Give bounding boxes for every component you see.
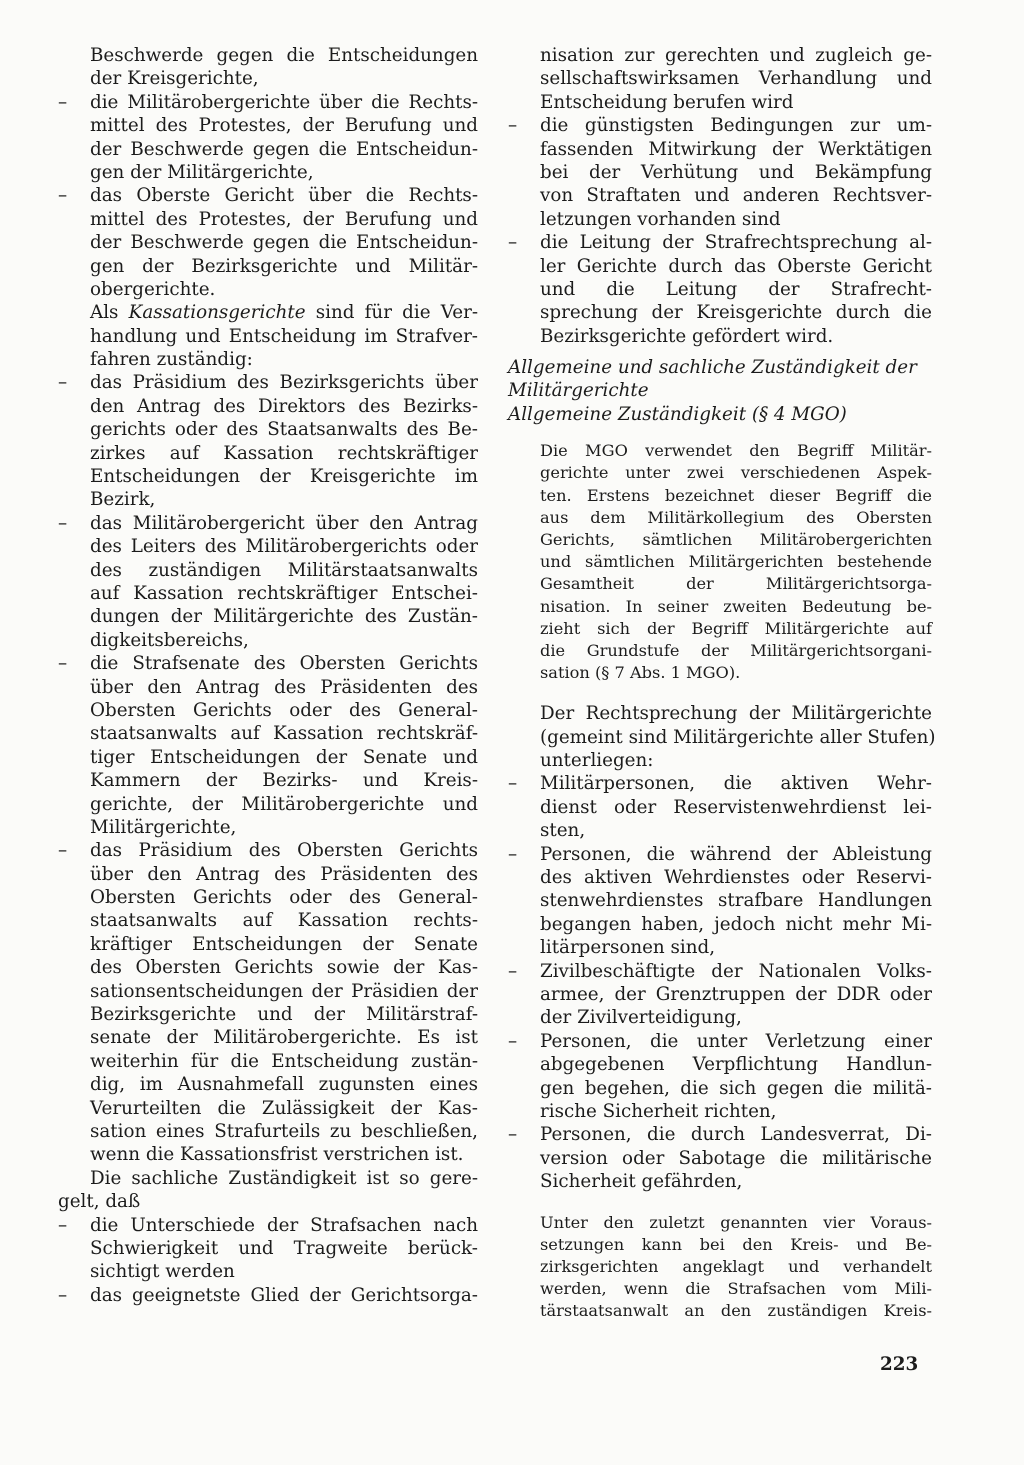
text-line: auf Kassation rechtskräftiger Entschei-: [90, 582, 478, 604]
dash-marker: –: [58, 185, 68, 207]
section-heading: Militärgerichte: [508, 380, 649, 402]
right-column: [508, 44, 936, 1322]
commentary-block: [508, 440, 932, 684]
text-line: ler Gerichte durch das Oberste Gericht: [540, 255, 932, 277]
dash-marker: –: [508, 1030, 518, 1052]
text-line: Bezirksgerichte gefördert wird.: [540, 325, 834, 347]
text-line: abgegebenen Verpflichtung Handlun-: [540, 1054, 932, 1076]
paragraph-first-line: Als Kassationsgerichte sind für die Ver-: [90, 302, 478, 324]
text-line: kräftiger Entscheidungen der Senate: [90, 933, 478, 955]
text-line: sichtigt werden: [90, 1261, 235, 1283]
text-line: der Kreisgerichte,: [90, 68, 259, 90]
dash-marker: –: [58, 1284, 68, 1306]
text-line: Obersten Gerichts oder des General-: [90, 887, 478, 909]
text-line: weiterhin für die Entscheidung zustän-: [90, 1050, 478, 1072]
commentary-block: [508, 1212, 932, 1323]
text-line: sprechung der Kreisgerichte durch die: [540, 302, 932, 324]
text-line: Bezirk,: [90, 489, 156, 511]
text-line: dienst oder Reservistenwehrdienst lei-: [540, 796, 932, 818]
list-item-line: – die günstigsten Bedingungen zur um-: [508, 115, 932, 137]
list-item-line: – das Präsidium des Obersten Gerichts: [58, 840, 478, 862]
text-line: über den Antrag des Präsidenten des: [90, 676, 478, 698]
list-item-line: – Personen, die während der Ableistung: [508, 843, 932, 865]
text-line: über den Antrag des Präsidenten des: [90, 863, 478, 885]
text-line: begangen haben, jedoch nicht mehr Mi-: [540, 913, 932, 935]
text-line: der Beschwerde gegen die Entscheidun-: [90, 138, 478, 160]
text-line: Unter den zuletzt genannten vier Voraus-: [540, 1212, 932, 1232]
text-line: litärpersonen sind,: [540, 937, 716, 959]
text-line: gen der Militärgerichte,: [90, 161, 314, 183]
list-item-line: – das geeignetste Glied der Gerichtsorga-: [58, 1284, 478, 1306]
text-line: staatsanwalts auf Kassation rechts-: [90, 910, 478, 932]
dash-marker: –: [58, 512, 68, 534]
list-item-line: – Militärpersonen, die aktiven Wehr-: [508, 773, 932, 795]
text-line: aus dem Militärkollegium des Obersten: [540, 507, 932, 527]
text-line: von Straftaten und anderen Rechtsver-: [540, 185, 932, 207]
text-line: stenwehrdienstes strafbare Handlungen: [540, 890, 932, 912]
text-line: setzungen kann bei den Kreis- und Be-: [540, 1234, 932, 1254]
list-item-line: – das Oberste Gericht über die Rechts-: [58, 185, 478, 207]
text-line: gen der Bezirksgerichte und Militär-: [90, 255, 478, 277]
text-line: version oder Sabotage die militärische: [540, 1147, 932, 1169]
text-line: Gerichts, sämtlichen Militärobergerichten: [540, 530, 932, 549]
text-line: rische Sicherheit richten,: [540, 1100, 777, 1122]
text-line: armee, der Grenztruppen der DDR oder: [540, 984, 932, 1005]
text-line: fahren zuständig:: [90, 349, 253, 371]
text-line: Sicherheit gefährden,: [540, 1171, 743, 1193]
text-line: des Leiters des Militärobergerichts oder: [90, 536, 478, 558]
text-line: Schwierigkeit und Tragweite berück-: [90, 1237, 478, 1259]
paragraph-first-line: Der Rechtsprechung der Militärgerichte: [540, 703, 932, 725]
text-line: des zuständigen Militärstaatsanwalts: [90, 559, 478, 581]
text-line: Die MGO verwendet den Begriff Militär-: [540, 441, 932, 461]
dash-marker: –: [508, 843, 518, 865]
text-line: staatsanwalts auf Kassation rechtskräf-: [90, 723, 478, 745]
dash-marker: –: [58, 653, 68, 675]
text-line: zirkes auf Kassation rechtskräftiger: [90, 442, 478, 464]
dash-marker: –: [508, 773, 518, 795]
text-line: Entscheidungen der Kreisgerichte im: [90, 466, 478, 488]
text-line: gerichte, der Militärobergerichte und: [90, 793, 478, 815]
term-kassationsgerichte: Kassationsgerichte: [128, 302, 306, 324]
dash-marker: –: [58, 840, 68, 862]
list-item-line: – Personen, die unter Verletzung einer: [508, 1030, 932, 1052]
list-item-line: – Zivilbeschäftigte der Nationalen Volks-: [508, 960, 932, 982]
text-line: Bezirksgerichte und der Militärstraf-: [90, 1004, 478, 1026]
text-line: sten,: [540, 820, 586, 842]
text-line: der Beschwerde gegen die Entscheidun-: [90, 232, 478, 254]
text-line: Obersten Gerichts oder des General-: [90, 699, 478, 721]
text-line: gerichts oder des Staatsanwalts des Be-: [90, 419, 478, 441]
text-line: nisation zur gerechten und zugleich ge-: [540, 45, 932, 66]
text-line: Beschwerde gegen die Entscheidungen: [90, 45, 478, 66]
text-line: senate der Militärobergerichte. Es ist: [90, 1027, 478, 1049]
text-line: gelt, daß: [58, 1191, 141, 1213]
subsection-heading: Allgemeine Zuständigkeit (§ 4 MGO): [508, 403, 847, 425]
list-item-line: – das Militärobergericht über den Antrag: [58, 512, 478, 534]
text-line: tiger Entscheidungen der Senate und: [90, 746, 478, 768]
dash-marker: –: [508, 960, 518, 982]
text-line: mittel des Protestes, der Berufung und: [90, 115, 478, 137]
text-line: digkeitsbereichs,: [90, 629, 249, 651]
list-item-line: – die Militärobergerichte über die Rechts-: [58, 91, 478, 113]
text-line: mittel des Protestes, der Berufung und: [90, 208, 478, 230]
text-line: sation eines Strafurteils zu beschließen,: [90, 1120, 478, 1142]
page-number: 223: [880, 1354, 919, 1375]
text-line: zieht sich der Begriff Militärgerichte auf: [540, 618, 932, 638]
text-line: werden, wenn die Strafsachen vom Mili-: [540, 1279, 932, 1299]
text-line: gerichte unter zwei verschiedenen Aspek-: [540, 463, 932, 483]
text-line: sellschaftswirksamen Verhandlung und: [540, 68, 932, 90]
text-line: fassenden Mitwirkung der Werktätigen: [540, 138, 932, 160]
text-line: Entscheidung berufen wird: [540, 91, 794, 113]
dash-marker: –: [58, 372, 68, 394]
section-heading: Allgemeine und sachliche Zuständigkeit der: [508, 357, 917, 379]
text-line: wenn die Kassationsfrist verstrichen ist.: [90, 1144, 464, 1166]
text-line: den Antrag des Direktors des Bezirks-: [90, 395, 478, 417]
text-line: der Zivilverteidigung,: [540, 1007, 742, 1029]
dash-marker: –: [58, 91, 68, 113]
text-line: des aktiven Wehrdienstes oder Reservi-: [540, 867, 932, 889]
text-line: ten. Erstens bezeichnet dieser Begriff die: [540, 485, 932, 505]
text-line: sation (§ 7 Abs. 1 MGO).: [540, 663, 741, 683]
text-line: bei der Verhütung und Bekämpfung: [540, 161, 932, 183]
text-line: Kammern der Bezirks- und Kreis-: [90, 770, 478, 792]
text-line: letzungen vorhanden sind: [540, 208, 781, 230]
text-line: dungen der Militärgerichte des Zustän-: [90, 606, 478, 628]
text-line: handlung und Entscheidung im Strafver-: [90, 325, 478, 347]
dash-marker: –: [508, 232, 518, 254]
list-item-line: – die Strafsenate des Obersten Gerichts: [58, 653, 478, 675]
text-line: nisation. In seiner zweiten Bedeutung be-: [540, 596, 932, 616]
list-item-line: – die Unterschiede der Strafsachen nach: [58, 1214, 478, 1236]
text-line: (gemeint sind Militärgerichte aller Stufen): [540, 726, 936, 748]
text-line: obergerichte.: [90, 278, 216, 300]
list-item-line: – die Leitung der Strafrechtsprechung al-: [508, 232, 932, 254]
text-line: und die Leitung der Strafrecht-: [540, 278, 932, 300]
text-line: Militärgerichte,: [90, 816, 237, 838]
text-line: gen begehen, die sich gegen die militä-: [540, 1077, 932, 1099]
dash-marker: –: [508, 115, 518, 137]
list-item-line: – Personen, die durch Landesverrat, Di-: [508, 1124, 932, 1146]
dash-marker: –: [58, 1214, 68, 1236]
text-line: und sämtlichen Militärgerichten bestehende: [540, 552, 932, 572]
left-column: [58, 44, 478, 1307]
dash-marker: –: [508, 1124, 518, 1146]
text-line: tärstaatsanwalt an den zuständigen Kreis-: [540, 1301, 932, 1321]
text-line: zirksgerichten angeklagt und verhandelt: [540, 1256, 932, 1276]
list-item-line: – das Präsidium des Bezirksgerichts über: [58, 372, 478, 394]
text-line: Gesamtheit der Militärgerichtsorga-: [540, 574, 932, 594]
text-line: dig, im Ausnahmefall zugunsten eines: [90, 1074, 478, 1096]
text-line: unterliegen:: [540, 750, 654, 772]
text-line: des Obersten Gerichts sowie der Kas-: [90, 957, 478, 979]
text-line: sationsentscheidungen der Präsidien der: [90, 980, 478, 1002]
paragraph-first-line: Die sachliche Zuständigkeit ist so gere-: [90, 1167, 478, 1189]
text-line: Verurteilten die Zulässigkeit der Kas-: [90, 1097, 478, 1119]
text-line: die Grundstufe der Militärgerichtsorgani-: [540, 640, 932, 660]
